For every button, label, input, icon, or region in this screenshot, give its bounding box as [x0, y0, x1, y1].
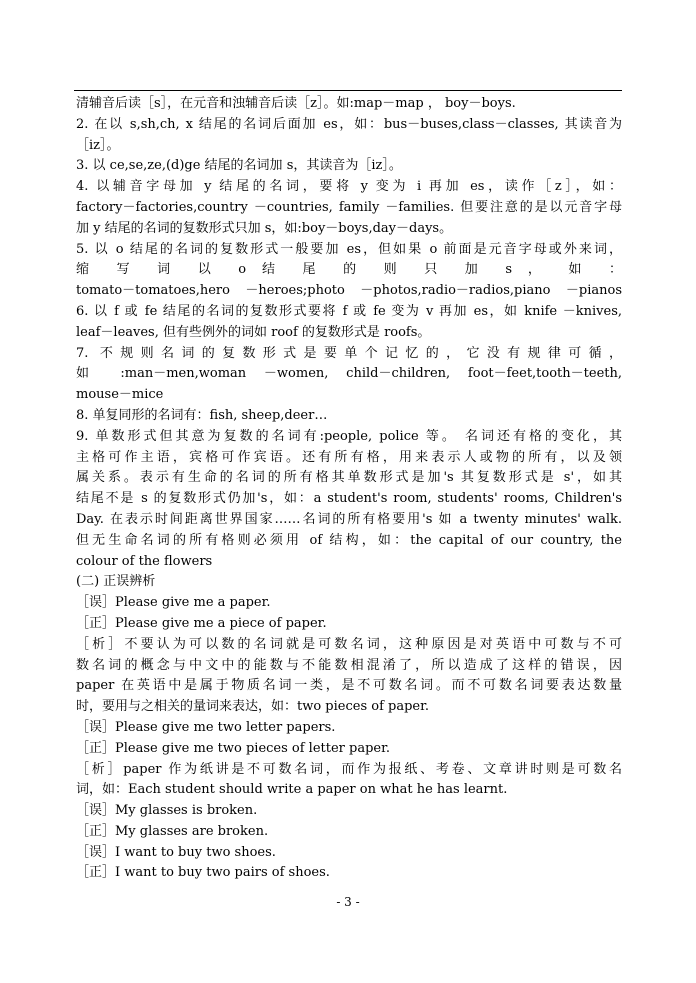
text-line: paper 在英语中是属于物质名词一类，是不可数名词。而不可数名词要表达数量	[76, 678, 622, 694]
section-heading: (二) 正误辨析	[76, 574, 156, 590]
text-line: 但无生命名词的所有格则必须用 of 结构，如：the capital of our country, the	[76, 532, 622, 548]
text-line: 4. 以辅音字母加 y 结尾的名词，要将 y 变为 i 再加 es，读作［z］，如：	[76, 179, 622, 195]
text-line: ［误］Please give me a paper.	[76, 595, 271, 611]
text-line: ［正］My glasses are broken.	[76, 823, 269, 839]
text-line: ［iz］。	[76, 137, 120, 153]
text-line: ［误］My glasses is broken.	[76, 803, 258, 819]
text-line: 清辅音后读［s］，在元音和浊辅音后读［z］。如:map－map ， boy－boys.	[76, 96, 516, 111]
text-line: 属关系。表示有生命的名词的所有格其单数形式是加's 其复数形式是 s'，如其	[76, 470, 622, 486]
text-line: 主格可作主语，宾格可作宾语。还有所有格，用来表示人或物的所有，以及领	[76, 449, 622, 465]
text-line: 时，要用与之相关的量词来表达，如：two pieces of paper.	[76, 699, 430, 715]
text-line: colour of the flowers	[76, 553, 213, 569]
text-line: 2. 在以 s,sh,ch, x 结尾的名词后面加 es，如：bus－buses,class－classes, 其读音为	[76, 116, 622, 132]
text-line: 数名词的概念与中文中的能数与不能数相混淆了，所以造成了这样的错误，因	[76, 657, 622, 673]
header-rule	[74, 90, 622, 91]
text-line: mouse－mice	[76, 387, 164, 403]
text-line: 如 :man－men,woman －women, child－children, foot－feet,tooth－teeth,	[76, 366, 622, 382]
text-line: 词，如：Each student should write a paper on what he has learnt.	[76, 782, 508, 798]
text-line: 加 y 结尾的名词的复数形式只加 s，如:boy－boys,day－days。	[76, 220, 453, 236]
text-line: 结尾不是 s 的复数形式仍加's，如：a student's room, students' rooms, Children's	[76, 491, 622, 507]
body-text	[76, 94, 622, 884]
text-line: ［析］paper 作为纸讲是不可数名词，而作为报纸、考卷、文章讲时则是可数名	[76, 761, 622, 777]
text-line: ［正］I want to buy two pairs of shoes.	[76, 865, 330, 881]
text-line: leaf－leaves, 但有些例外的词如 roof 的复数形式是 roofs。	[76, 324, 431, 340]
text-line: 9. 单数形式但其意为复数的名词有:people, police 等。 名词还有格的变化，其	[76, 428, 622, 444]
text-line: ［正］Please give me two pieces of letter paper.	[76, 740, 391, 756]
text-line: ［误］Please give me two letter papers.	[76, 719, 336, 735]
text-line: factory－factories,country －countries, family －families. 但要注意的是以元音字母	[76, 199, 622, 215]
text-line: 6. 以 f 或 fe 结尾的名词的复数形式要将 f 或 fe 变为 v 再加 es，如 knife －knives,	[76, 303, 622, 319]
text-line: 缩 写 词 以 o 结 尾 的 则 只 加 s ， 如 ：	[76, 262, 622, 278]
text-line: 3. 以 ce,se,ze,(d)ge 结尾的名词加 s，其读音为［iz］。	[76, 158, 402, 174]
text-line: 5. 以 o 结尾的名词的复数形式一般要加 es，但如果 o 前面是元音字母或外来词，	[76, 241, 622, 257]
text-line: tomato－tomatoes,hero －heroes;photo －photos,radio－radios,piano －pianos	[76, 283, 622, 299]
text-line: Day. 在表示时间距离世界国家……名词的所有格要用's 如 a twenty minutes' walk.	[76, 511, 622, 527]
text-line: ［正］Please give me a piece of paper.	[76, 615, 327, 631]
text-line: ［误］I want to buy two shoes.	[76, 844, 276, 860]
page-number: - 3 -	[336, 895, 360, 909]
text-line: 8. 单复同形的名词有：fish, sheep,deer…	[76, 407, 328, 423]
text-line: ［析］不要认为可以数的名词就是可数名词，这种原因是对英语中可数与不可	[76, 636, 622, 652]
text-line: 7. 不规则名词的复数形式是要单个记忆的，它没有规律可循，	[76, 345, 622, 361]
